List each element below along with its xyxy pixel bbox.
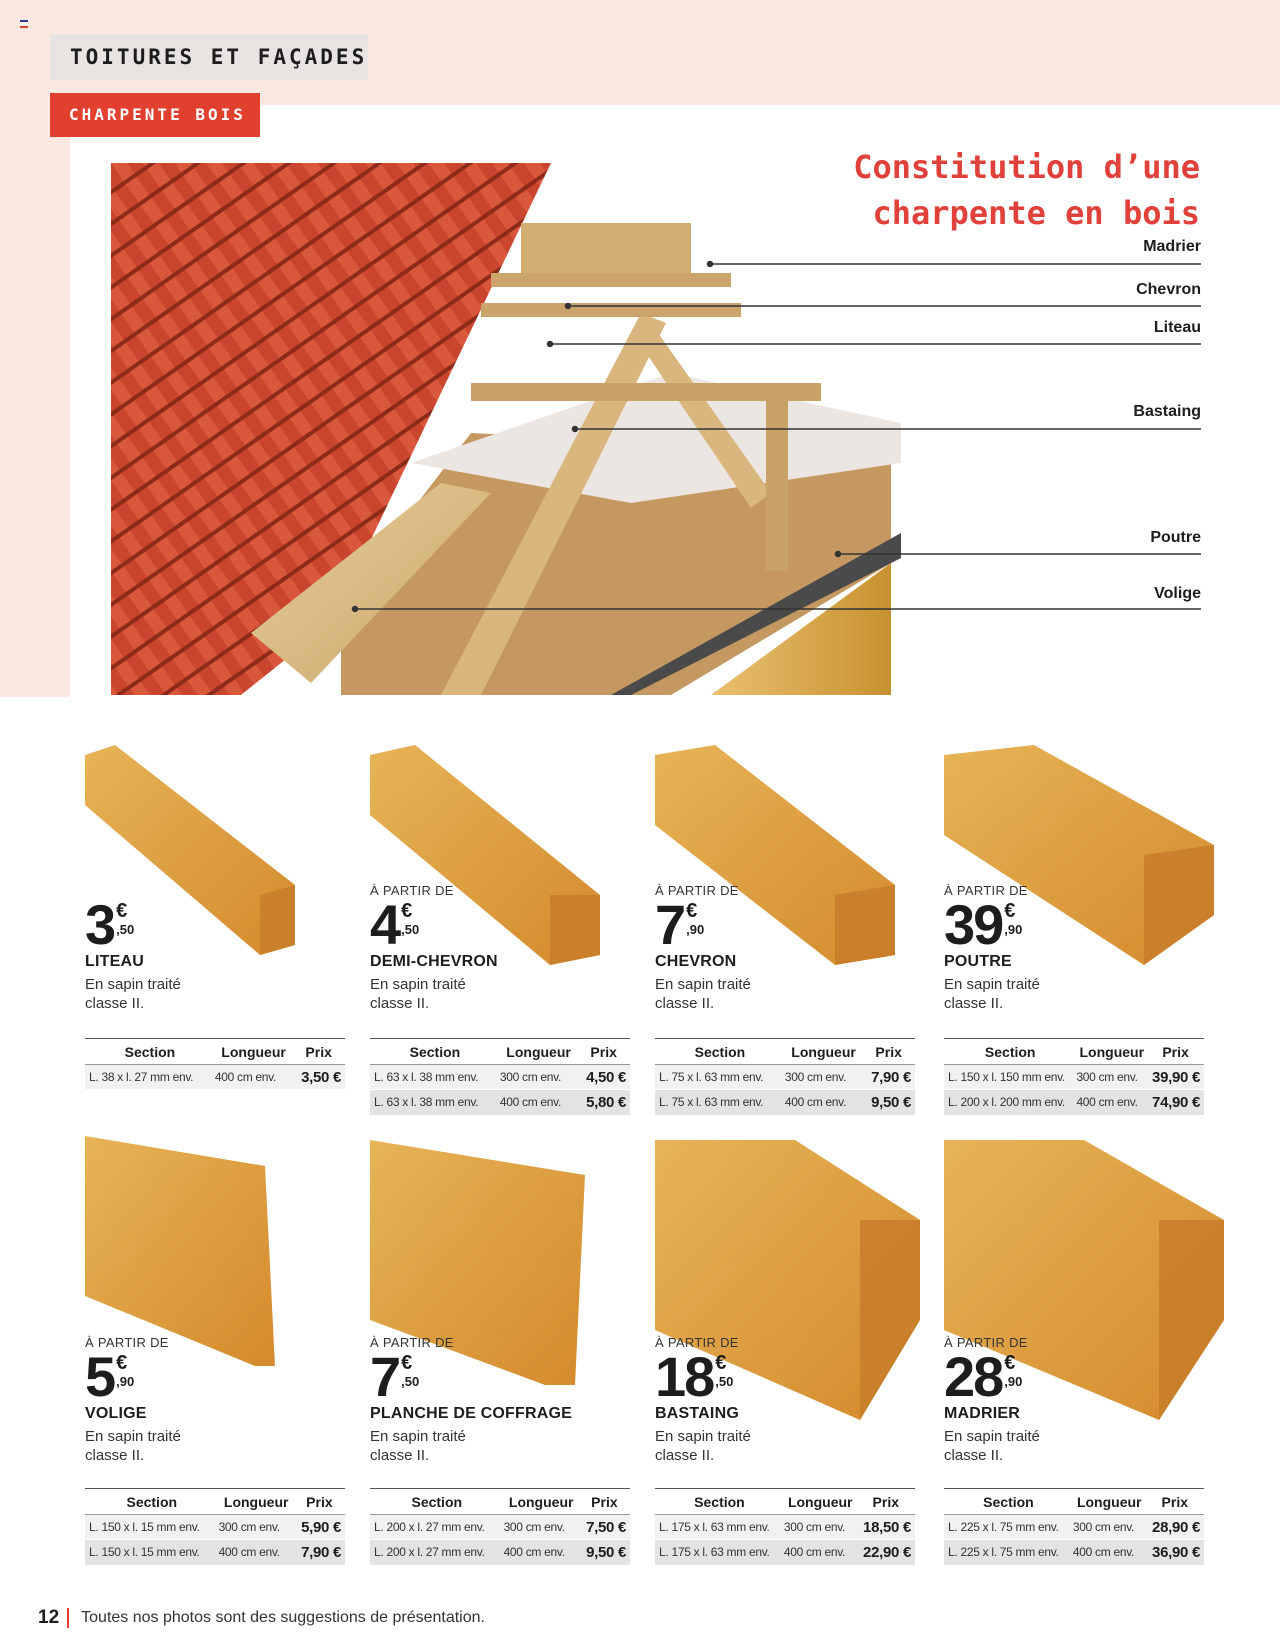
product-description-line2: classe II.	[655, 995, 715, 1012]
spec-section: L. 225 x l. 75 mm env.	[944, 1540, 1073, 1565]
from-label: À PARTIR DE	[655, 883, 739, 898]
spec-section: L. 38 x l. 27 mm env.	[85, 1065, 215, 1090]
footer-note: Toutes nos photos sont des suggestions de présentation.	[81, 1609, 485, 1626]
product-description-line1: En sapin traité	[944, 1428, 1040, 1445]
header-price: Prix	[292, 1039, 345, 1065]
spec-price: 18,50 €	[857, 1515, 915, 1540]
spec-length: 400 cm env.	[219, 1540, 294, 1565]
spec-section: L. 200 x l. 200 mm env.	[944, 1090, 1076, 1115]
spec-length: 300 cm env.	[785, 1065, 862, 1090]
product-name: LITEAU	[85, 953, 144, 970]
product-description-line1: En sapin traité	[370, 1428, 466, 1445]
product-name: CHEVRON	[655, 953, 737, 970]
header-length: Longueur	[504, 1489, 579, 1515]
price-currency: €	[116, 900, 128, 922]
spec-row	[85, 1540, 345, 1565]
spec-section: L. 200 x l. 27 mm env.	[370, 1515, 504, 1540]
header-section: Section	[655, 1039, 785, 1065]
from-label: À PARTIR DE	[370, 883, 454, 898]
spec-length: 400 cm env.	[1076, 1090, 1147, 1115]
header-length: Longueur	[1073, 1489, 1146, 1515]
product-description	[944, 1427, 1040, 1465]
product-description-line2: classe II.	[370, 1447, 430, 1464]
spec-row	[655, 1540, 915, 1565]
product-name: DEMI-CHEVRON	[370, 953, 498, 970]
spec-section: L. 63 x l. 38 mm env.	[370, 1065, 500, 1090]
flag-icon	[20, 20, 28, 27]
from-label: À PARTIR DE	[370, 1335, 454, 1350]
spec-length: 400 cm env.	[504, 1540, 579, 1565]
product-description-line1: En sapin traité	[655, 976, 751, 993]
price-integer: 5	[85, 1345, 115, 1408]
from-label: À PARTIR DE	[655, 1335, 739, 1350]
header-length: Longueur	[1076, 1039, 1147, 1065]
callout-chevron: Chevron	[1136, 281, 1201, 298]
price	[85, 893, 135, 956]
product-description-line2: classe II.	[655, 1447, 715, 1464]
spec-length: 300 cm env.	[1073, 1515, 1146, 1540]
price-cents: ,50	[715, 1374, 734, 1389]
product-card	[85, 1140, 345, 1561]
header-section: Section	[85, 1489, 219, 1515]
footer-separator	[67, 1608, 69, 1628]
spec-section: L. 175 x l. 63 mm env.	[655, 1540, 784, 1565]
price-integer: 7	[370, 1345, 400, 1408]
price-cents: ,90	[116, 1374, 135, 1389]
price	[655, 893, 705, 956]
header-price: Prix	[579, 1489, 630, 1515]
price	[944, 1345, 1023, 1408]
product-card	[944, 1140, 1204, 1561]
spec-header-row	[655, 1039, 915, 1065]
spec-row	[944, 1515, 1204, 1540]
spec-row	[655, 1065, 915, 1090]
product-description-line1: En sapin traité	[85, 1428, 181, 1445]
spec-section: L. 63 x l. 38 mm env.	[370, 1090, 500, 1115]
spec-length: 400 cm env.	[215, 1065, 292, 1090]
price-integer: 4	[370, 893, 400, 956]
diagram-title-line2: charpente en bois	[872, 194, 1200, 232]
price-integer: 18	[655, 1345, 714, 1408]
spec-row	[944, 1090, 1204, 1115]
product-description	[85, 975, 181, 1013]
price	[370, 1345, 420, 1408]
spec-header-row	[944, 1039, 1204, 1065]
product-description	[655, 1427, 751, 1465]
header-section: Section	[655, 1489, 784, 1515]
header-length: Longueur	[784, 1489, 857, 1515]
diagram-title	[853, 144, 1200, 236]
price-currency: €	[401, 1352, 413, 1374]
spec-price: 7,90 €	[862, 1065, 915, 1090]
product-name: MADRIER	[944, 1405, 1021, 1422]
product-name: VOLIGE	[85, 1405, 147, 1422]
section-title: TOITURES ET FAÇADES	[50, 34, 368, 80]
header-price: Prix	[294, 1489, 345, 1515]
spec-table	[944, 1038, 1204, 1115]
diagram-title-line1: Constitution d’une	[853, 148, 1200, 186]
product-description-line1: En sapin traité	[655, 1428, 751, 1445]
price-cents: ,90	[1004, 1374, 1023, 1389]
spec-section: L. 150 x l. 15 mm env.	[85, 1515, 219, 1540]
price-currency: €	[401, 900, 413, 922]
side-band	[0, 105, 70, 697]
product-description	[370, 975, 466, 1013]
product-description-line2: classe II.	[944, 995, 1004, 1012]
sub-title: CHARPENTE BOIS	[50, 93, 260, 137]
spec-table	[370, 1038, 630, 1115]
spec-price: 28,90 €	[1146, 1515, 1204, 1540]
price	[944, 893, 1023, 956]
spec-price: 7,90 €	[294, 1540, 345, 1565]
header-section: Section	[944, 1039, 1076, 1065]
spec-price: 22,90 €	[857, 1540, 915, 1565]
spec-table	[655, 1488, 915, 1565]
price-integer: 7	[655, 893, 685, 956]
spec-length: 300 cm env.	[219, 1515, 294, 1540]
spec-header-row	[944, 1489, 1204, 1515]
spec-row	[85, 1065, 345, 1090]
price-integer: 28	[944, 1345, 1003, 1408]
price-currency: €	[116, 1352, 128, 1374]
spec-row	[944, 1065, 1204, 1090]
header-price: Prix	[857, 1489, 915, 1515]
product-card	[370, 1140, 630, 1561]
price-cents: ,90	[1004, 922, 1023, 937]
spec-table	[370, 1488, 630, 1565]
spec-header-row	[85, 1039, 345, 1065]
product-description	[944, 975, 1040, 1013]
price	[655, 1345, 734, 1408]
price-integer: 3	[85, 893, 115, 956]
price-currency: €	[1004, 1352, 1016, 1374]
spec-price: 5,80 €	[577, 1090, 630, 1115]
from-label: À PARTIR DE	[85, 1335, 169, 1350]
product-card	[85, 745, 345, 1145]
header-length: Longueur	[785, 1039, 862, 1065]
spec-table	[85, 1488, 345, 1565]
spec-length: 400 cm env.	[1073, 1540, 1146, 1565]
spec-row	[370, 1065, 630, 1090]
product-description-line2: classe II.	[370, 995, 430, 1012]
header-price: Prix	[1147, 1039, 1204, 1065]
callout-bastaing: Bastaing	[1133, 403, 1201, 420]
spec-length: 300 cm env.	[784, 1515, 857, 1540]
spec-section: L. 75 x l. 63 mm env.	[655, 1090, 785, 1115]
footer	[38, 1607, 485, 1629]
product-description	[85, 1427, 181, 1465]
price-cents: ,90	[686, 922, 705, 937]
from-label: À PARTIR DE	[944, 883, 1028, 898]
spec-price: 74,90 €	[1147, 1090, 1204, 1115]
product-name: PLANCHE DE COFFRAGE	[370, 1405, 573, 1422]
roof-framework-illustration	[111, 163, 911, 695]
spec-price: 36,90 €	[1146, 1540, 1204, 1565]
callout-liteau: Liteau	[1153, 319, 1201, 336]
spec-row	[370, 1515, 630, 1540]
price	[85, 1345, 135, 1408]
product-card	[944, 745, 1204, 1145]
spec-row	[370, 1090, 630, 1115]
spec-price: 9,50 €	[862, 1090, 915, 1115]
product-description	[370, 1427, 466, 1465]
spec-section: L. 175 x l. 63 mm env.	[655, 1515, 784, 1540]
spec-row	[655, 1515, 915, 1540]
spec-price: 5,90 €	[294, 1515, 345, 1540]
price-cents: ,50	[401, 1374, 420, 1389]
price-cents: ,50	[116, 922, 135, 937]
price-currency: €	[1004, 900, 1016, 922]
header-price: Prix	[1146, 1489, 1204, 1515]
price-integer: 39	[944, 893, 1003, 956]
spec-length: 400 cm env.	[784, 1540, 857, 1565]
spec-table	[944, 1488, 1204, 1565]
spec-row	[85, 1515, 345, 1540]
page-number: 12	[38, 1607, 60, 1628]
spec-header-row	[370, 1489, 630, 1515]
spec-section: L. 150 x l. 150 mm env.	[944, 1065, 1076, 1090]
spec-length: 400 cm env.	[785, 1090, 862, 1115]
spec-price: 9,50 €	[579, 1540, 630, 1565]
spec-section: L. 150 x l. 15 mm env.	[85, 1540, 219, 1565]
spec-header-row	[655, 1489, 915, 1515]
header-length: Longueur	[500, 1039, 577, 1065]
product-card	[655, 745, 915, 1145]
header-section: Section	[944, 1489, 1073, 1515]
spec-table	[85, 1038, 345, 1090]
header-price: Prix	[577, 1039, 630, 1065]
header-length: Longueur	[215, 1039, 292, 1065]
product-description-line1: En sapin traité	[944, 976, 1040, 993]
product-description-line2: classe II.	[85, 1447, 145, 1464]
spec-section: L. 200 x l. 27 mm env.	[370, 1540, 504, 1565]
spec-price: 3,50 €	[292, 1065, 345, 1090]
header-section: Section	[85, 1039, 215, 1065]
product-card	[370, 745, 630, 1145]
spec-length: 300 cm env.	[1076, 1065, 1147, 1090]
product-name: POUTRE	[944, 953, 1012, 970]
spec-price: 39,90 €	[1147, 1065, 1204, 1090]
product-name: BASTAING	[655, 1405, 739, 1422]
product-description-line1: En sapin traité	[370, 976, 466, 993]
spec-length: 400 cm env.	[500, 1090, 577, 1115]
callout-madrier: Madrier	[1143, 238, 1201, 255]
product-description-line2: classe II.	[944, 1447, 1004, 1464]
from-label: À PARTIR DE	[944, 1335, 1028, 1350]
price	[370, 893, 420, 956]
price-currency: €	[715, 1352, 727, 1374]
spec-row	[944, 1540, 1204, 1565]
spec-length: 300 cm env.	[500, 1065, 577, 1090]
spec-price: 4,50 €	[577, 1065, 630, 1090]
product-description	[655, 975, 751, 1013]
spec-header-row	[85, 1489, 345, 1515]
header-length: Longueur	[219, 1489, 294, 1515]
spec-length: 300 cm env.	[504, 1515, 579, 1540]
lumber-photo	[85, 1136, 275, 1366]
spec-section: L. 225 x l. 75 mm env.	[944, 1515, 1073, 1540]
header-price: Prix	[862, 1039, 915, 1065]
spec-price: 7,50 €	[579, 1515, 630, 1540]
spec-row	[655, 1090, 915, 1115]
spec-row	[370, 1540, 630, 1565]
callout-volige: Volige	[1154, 585, 1201, 602]
price-currency: €	[686, 900, 698, 922]
callout-poutre: Poutre	[1150, 529, 1201, 546]
header-section: Section	[370, 1039, 500, 1065]
spec-section: L. 75 x l. 63 mm env.	[655, 1065, 785, 1090]
spec-header-row	[370, 1039, 630, 1065]
header-section: Section	[370, 1489, 504, 1515]
spec-table	[655, 1038, 915, 1115]
product-card	[655, 1140, 915, 1561]
price-cents: ,50	[401, 922, 420, 937]
product-description-line2: classe II.	[85, 995, 145, 1012]
product-description-line1: En sapin traité	[85, 976, 181, 993]
